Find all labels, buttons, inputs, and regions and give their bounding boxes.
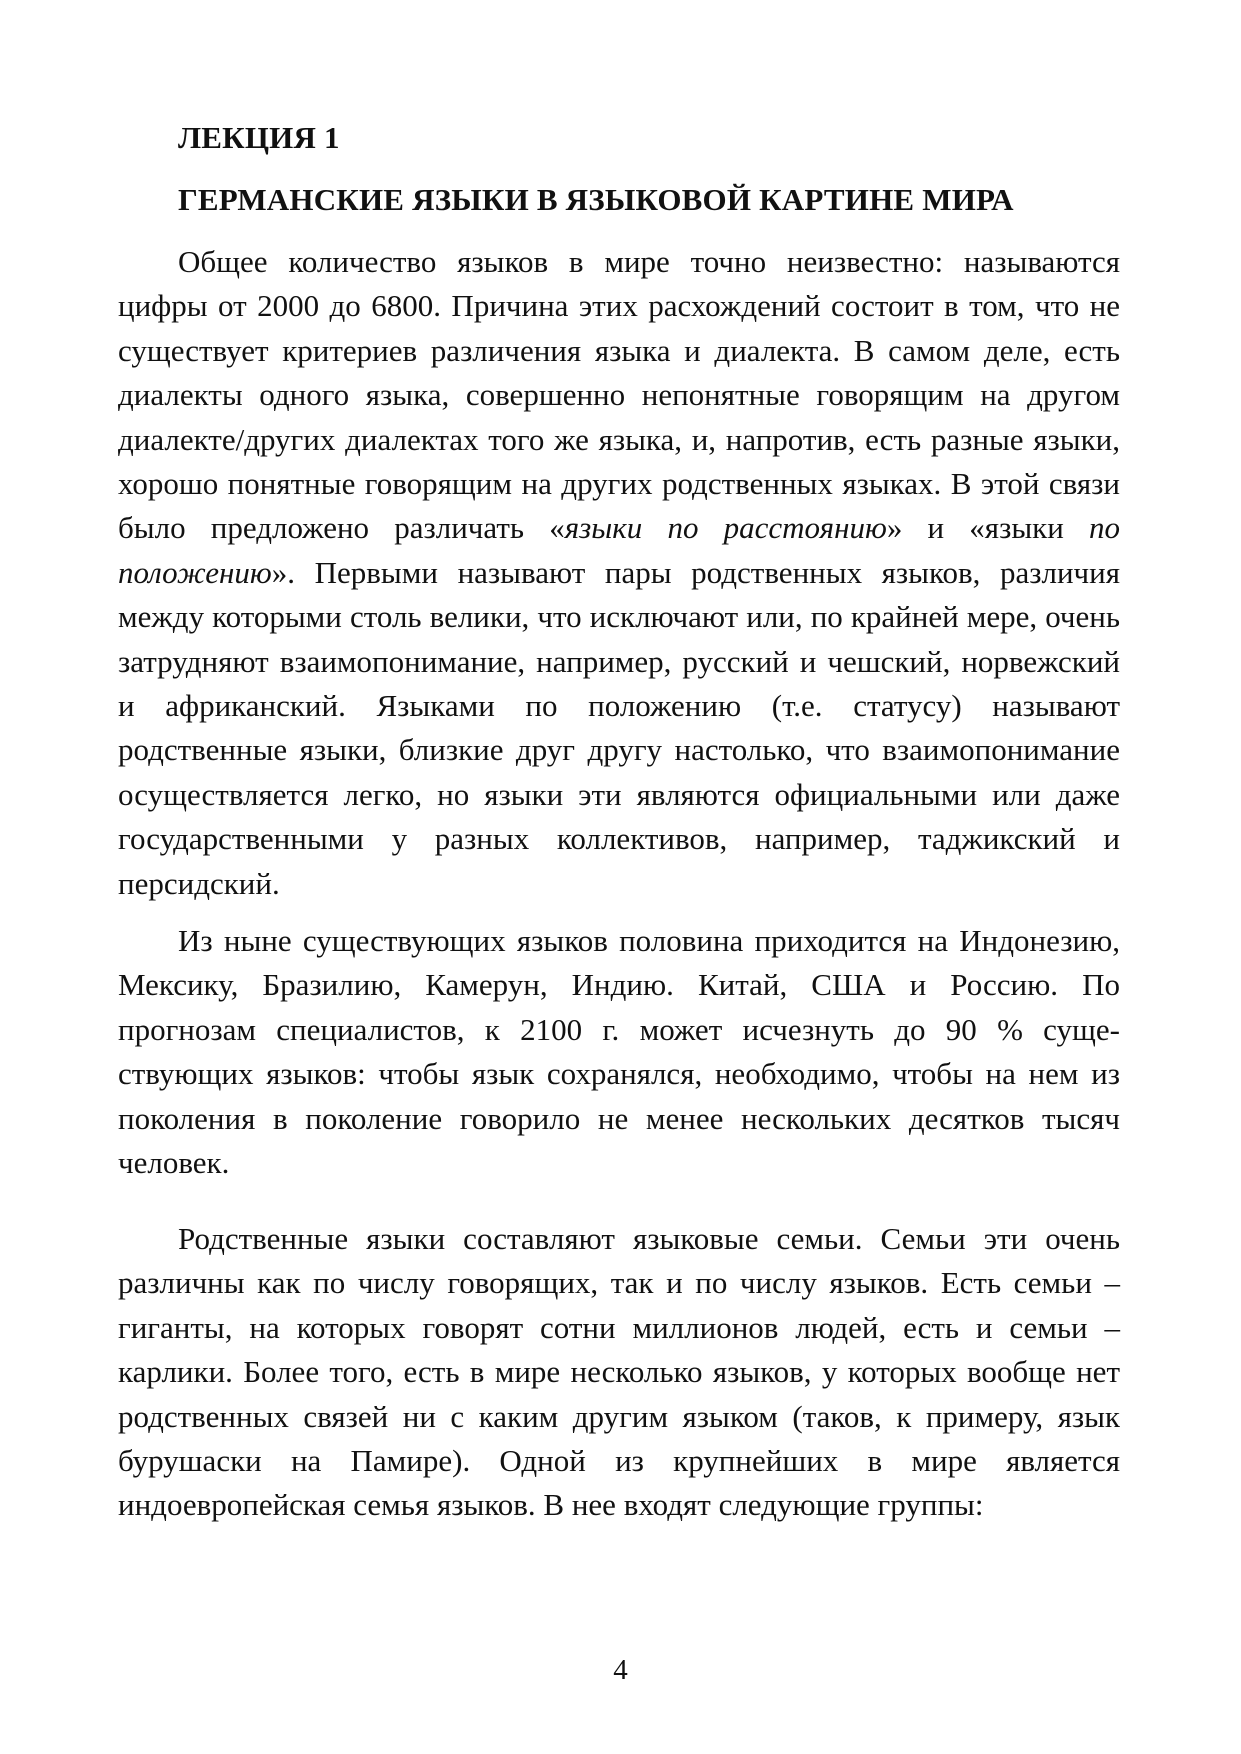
paragraph-1-text-c: ». Первыми называют пары родственных языков, различия между которыми столь велики, что исключают или, по крайней мере, очень затрудняют взаимопонимание, например, русский и чешский, норвежский и африканский. Языками по положению (т.е. статусу) называют родственные языки, близкие друг другу настолько, что взаимопонимание осуществляется легко, но языки эти являются официальными или даже государственными у разных коллективов, например, таджикский и персидский. bbox=[118, 554, 1120, 901]
paragraph-1-text-a: Общее количество языков в мире точно неизвестно: называются цифры от 2000 до 6800. Причина этих расхождений состоит в том, что не существует критериев различения языка и диалекта. В самом деле, есть диалекты одного языка, совершенно непонятные говорящим на другом диалекте/других диалектах того же языка, и, напротив, есть разные языки, хорошо понятные говорящим на других родственных языках. В этой связи было предложено различать « bbox=[118, 244, 1120, 546]
paragraph-1-text-b: » и «языки bbox=[886, 510, 1089, 546]
lecture-number-heading: ЛЕКЦИЯ 1 bbox=[178, 120, 340, 155]
paragraph-3: Родственные языки составляют языковые семьи. Семьи эти очень различны как по числу говорящих, так и по числу языков. Есть семьи – гиганты, на которых говорят сотни миллионов людей, есть и семьи – карлики. Более того, есть в мире несколько языков, у которых вообще нет родственных связей ни с каким другим языком (таков, к примеру, язык бурушаски на Памире). Одной из крупнейших в мире является индоевропейская семья языков. В нее входят следующие группы: bbox=[118, 1221, 1120, 1523]
paragraph-1 bbox=[118, 240, 1120, 906]
page-number: 4 bbox=[613, 1654, 628, 1686]
paragraph-2: Из ныне существующих языков половина приходится на Индонезию, Мексику, Бразилию, Камерун, Индию. Китай, США и Россию. По прогнозам специалистов, к 2100 г. может исчезнуть до 90 % существующих языков: чтобы язык сохранялся, необходимо, чтобы на нем из поколения в поколение говорило не менее нескольких десятков тысяч человек. bbox=[118, 923, 1120, 1181]
lecture-title-heading: ГЕРМАНСКИЕ ЯЗЫКИ В ЯЗЫКОВОЙ КАРТИНЕ МИРА bbox=[178, 182, 1014, 217]
paragraph-1-italic-term-a: языки по расстоянию bbox=[564, 510, 887, 546]
paragraph-1-italic-term-b: по положению bbox=[118, 510, 1120, 590]
